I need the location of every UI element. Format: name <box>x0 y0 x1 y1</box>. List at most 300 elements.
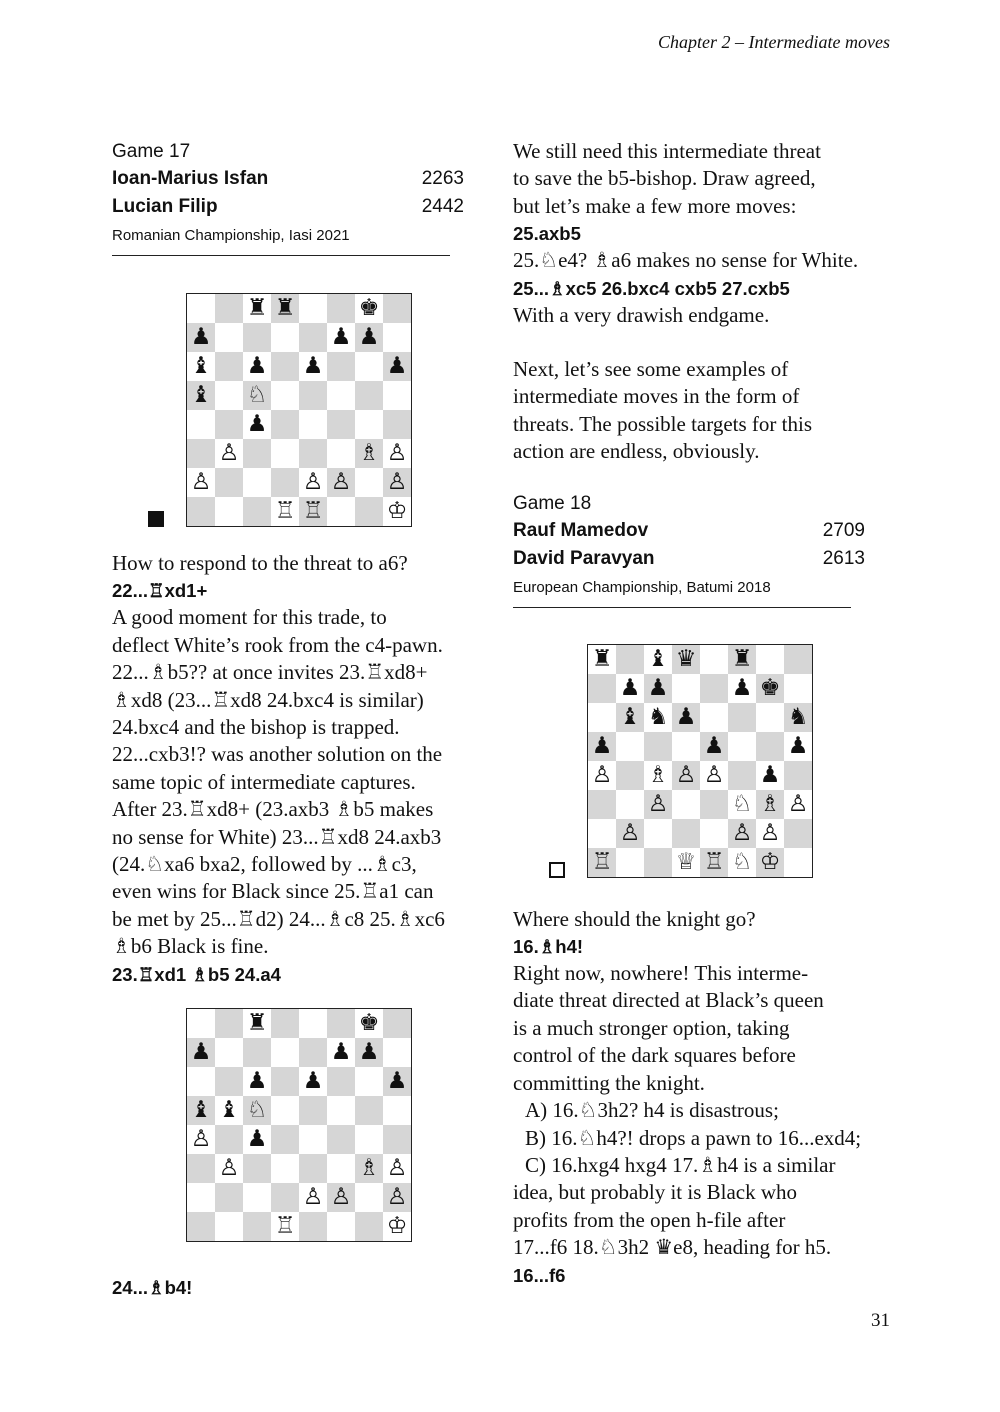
board-square <box>187 439 215 468</box>
board-square <box>327 439 355 468</box>
black-knight-icon: ♞ <box>787 703 809 730</box>
board-square <box>355 1212 383 1241</box>
left-column <box>112 138 490 1301</box>
black-pawn-icon: ♟ <box>190 1038 212 1065</box>
board-square <box>355 381 383 410</box>
black-pawn-icon: ♟ <box>246 1125 268 1152</box>
white-pawn-icon: ♙ <box>302 469 324 495</box>
board-square <box>383 294 411 323</box>
board-square <box>271 1096 299 1125</box>
move-line: 23.♖xd1 ♗b5 24.a4 <box>112 963 281 985</box>
board-square <box>728 645 756 674</box>
white-pawn-icon: ♙ <box>330 469 352 495</box>
text-line: deflect White’s rook from the c4-pawn. <box>112 632 443 657</box>
white-knight-icon: ♘ <box>246 382 268 408</box>
board-square <box>588 761 616 790</box>
board-square <box>355 1183 383 1212</box>
black-pawn-icon: ♟ <box>358 1038 380 1065</box>
board-square <box>700 819 728 848</box>
board-square <box>187 1154 215 1183</box>
board-square <box>756 703 784 732</box>
board-square <box>383 352 411 381</box>
board-square <box>784 645 812 674</box>
right-column <box>513 138 891 1289</box>
board-square <box>215 410 243 439</box>
text-line: 22...cxb3!? was another solution on the <box>112 742 443 767</box>
black-pawn-icon: ♟ <box>675 703 697 730</box>
board-square <box>215 497 243 526</box>
white-rook-icon: ♖ <box>274 498 296 524</box>
board-square <box>215 1038 243 1067</box>
board-square <box>327 1009 355 1038</box>
black-rook-icon: ♜ <box>731 645 753 672</box>
game-label: Game 17 <box>112 141 191 162</box>
text-line: A good moment for this trade, to <box>112 605 387 630</box>
board-square <box>728 761 756 790</box>
game-18-header <box>513 490 891 608</box>
board-square <box>327 352 355 381</box>
white-knight-icon: ♘ <box>731 848 753 875</box>
annotation-paragraph <box>513 356 891 466</box>
question: Where should the knight go? <box>513 906 756 931</box>
board-square <box>271 381 299 410</box>
white-pawn-icon: ♙ <box>675 761 697 788</box>
player-rating: 2709 <box>822 519 865 541</box>
board-square <box>327 1125 355 1154</box>
board-square <box>243 1154 271 1183</box>
board-square <box>728 819 756 848</box>
player-name: Lucian Filip <box>112 196 218 217</box>
white-knight-icon: ♘ <box>246 1096 268 1123</box>
board-square <box>243 497 271 526</box>
board-square <box>187 468 215 497</box>
board-square <box>187 410 215 439</box>
board-square <box>616 790 644 819</box>
board-square <box>672 645 700 674</box>
board-square <box>383 381 411 410</box>
black-pawn-icon: ♟ <box>703 732 725 759</box>
player-rating: 2442 <box>421 196 464 217</box>
white-to-move-indicator <box>549 862 565 878</box>
board-square <box>299 439 327 468</box>
black-pawn-icon: ♟ <box>619 674 641 701</box>
board-square <box>187 1125 215 1154</box>
board-square <box>215 352 243 381</box>
board-square <box>271 410 299 439</box>
white-pawn-icon: ♙ <box>218 1154 240 1181</box>
annotation-paragraph <box>513 138 891 220</box>
player-rating: 2263 <box>421 168 464 189</box>
board-square <box>299 410 327 439</box>
board-square <box>299 1096 327 1125</box>
board-square <box>644 848 672 877</box>
white-pawn-icon: ♙ <box>703 761 725 788</box>
annotation-paragraph <box>513 1179 891 1261</box>
board-square <box>728 848 756 877</box>
text-line: 17...f6 18.♘3h2 ♛e8, heading for h5. <box>513 1235 832 1260</box>
board-square <box>588 674 616 703</box>
move-line: 24...♗b4! <box>112 1276 193 1298</box>
board-square <box>327 1038 355 1067</box>
board-square <box>271 1125 299 1154</box>
board-square <box>215 439 243 468</box>
white-pawn-icon: ♙ <box>386 469 408 495</box>
board-square <box>299 323 327 352</box>
board-square <box>299 1183 327 1212</box>
white-pawn-icon: ♙ <box>731 819 753 846</box>
black-bishop-icon: ♝ <box>190 1096 212 1123</box>
board-square <box>383 1154 411 1183</box>
white-king-icon: ♔ <box>386 1212 408 1239</box>
board-square <box>271 468 299 497</box>
board-square <box>243 1096 271 1125</box>
board-square <box>187 1212 215 1241</box>
board-square <box>756 819 784 848</box>
black-pawn-icon: ♟ <box>302 353 324 379</box>
board-square <box>187 381 215 410</box>
black-pawn-icon: ♟ <box>731 674 753 701</box>
options-list <box>513 1097 891 1179</box>
text-line: threats. The possible targets for this <box>513 411 813 436</box>
black-pawn-icon: ♟ <box>386 1067 408 1094</box>
black-pawn-icon: ♟ <box>358 324 380 350</box>
text-line: A) 16.♘3h2? h4 is disastrous; <box>525 1098 779 1123</box>
board-square <box>616 674 644 703</box>
white-king-icon: ♔ <box>759 848 781 875</box>
white-pawn-icon: ♙ <box>759 819 781 846</box>
text-line: After 23.♖xd8+ (23.axb3 ♗b5 makes <box>112 797 434 822</box>
board-square <box>355 323 383 352</box>
player-name: Rauf Mamedov <box>513 519 649 541</box>
black-pawn-icon: ♟ <box>246 411 268 437</box>
black-king-icon: ♚ <box>358 1009 380 1036</box>
black-pawn-icon: ♟ <box>330 1038 352 1065</box>
board-square <box>299 1067 327 1096</box>
board-square <box>243 381 271 410</box>
annotation-line: With a very drawish endgame. <box>513 302 770 327</box>
board-square <box>243 1038 271 1067</box>
text-line: no sense for White) 23...♖xd8 24.axb3 <box>112 824 442 849</box>
text-line: Next, let’s see some examples of <box>513 357 789 382</box>
white-pawn-icon: ♙ <box>190 469 212 495</box>
white-pawn-icon: ♙ <box>619 819 641 846</box>
black-to-move-indicator <box>148 511 164 527</box>
text-line: (24.♘xa6 bxa2, followed by ...♗c3, <box>112 852 417 877</box>
board-square <box>383 1212 411 1241</box>
white-pawn-icon: ♙ <box>218 440 240 466</box>
text-line: We still need this intermediate threat <box>513 139 821 163</box>
board-square <box>215 1067 243 1096</box>
board-square <box>187 1038 215 1067</box>
board-square <box>271 439 299 468</box>
board-square <box>327 294 355 323</box>
board-square <box>355 468 383 497</box>
board-square <box>271 352 299 381</box>
board-square <box>327 1096 355 1125</box>
board-square <box>700 790 728 819</box>
board-square <box>756 761 784 790</box>
white-knight-icon: ♘ <box>731 790 753 817</box>
board-square <box>355 497 383 526</box>
board-square <box>355 1125 383 1154</box>
white-bishop-icon: ♗ <box>759 790 781 817</box>
board-square <box>644 674 672 703</box>
player-name: Ioan-Marius Isfan <box>112 168 269 189</box>
black-bishop-icon: ♝ <box>218 1096 240 1123</box>
board-square <box>243 410 271 439</box>
game-17-header <box>112 138 490 256</box>
board-square <box>243 294 271 323</box>
black-pawn-icon: ♟ <box>759 761 781 788</box>
board-square <box>756 732 784 761</box>
move-line: 16.♗h4! <box>513 936 584 958</box>
board-square <box>299 294 327 323</box>
text-line: ♗b6 Black is fine. <box>112 934 269 959</box>
board-square <box>243 323 271 352</box>
board-square <box>355 1009 383 1038</box>
board-square <box>355 1067 383 1096</box>
text-line: B) 16.♘h4?! drops a pawn to 16...exd4; <box>525 1125 862 1150</box>
text-line: 22...♗b5?? at once invites 23.♖xd8+ <box>112 660 428 685</box>
event-info: European Championship, Batumi 2018 <box>513 573 851 608</box>
white-player <box>513 517 865 545</box>
move-line: 25...♗xc5 26.bxc4 cxb5 27.cxb5 <box>513 277 790 299</box>
black-bishop-icon: ♝ <box>190 353 212 379</box>
black-pawn-icon: ♟ <box>330 324 352 350</box>
black-pawn-icon: ♟ <box>787 732 809 759</box>
board-square <box>728 674 756 703</box>
text-line: even wins for Black since 25.♖a1 can <box>112 879 434 904</box>
black-pawn-icon: ♟ <box>591 732 613 759</box>
chess-board <box>186 293 412 527</box>
board-square <box>299 1154 327 1183</box>
board-square <box>644 819 672 848</box>
board-square <box>383 468 411 497</box>
black-rook-icon: ♜ <box>274 295 296 321</box>
board-square <box>700 703 728 732</box>
board-square <box>588 703 616 732</box>
board-square <box>187 1183 215 1212</box>
white-pawn-icon: ♙ <box>647 790 669 817</box>
annotation-paragraph <box>513 960 891 1097</box>
white-rook-icon: ♖ <box>591 848 613 875</box>
board-square <box>355 439 383 468</box>
board-square <box>700 674 728 703</box>
chess-board <box>186 1008 412 1242</box>
game-label: Game 18 <box>513 492 592 514</box>
board-square <box>271 1009 299 1038</box>
board-square <box>588 645 616 674</box>
text-line: be met by 25...♖d2) 24...♗c8 25.♗xc6 <box>112 906 445 931</box>
black-pawn-icon: ♟ <box>246 1067 268 1094</box>
text-line: committing the knight. <box>513 1070 705 1095</box>
board-square <box>187 1096 215 1125</box>
page-number: 31 <box>871 1310 890 1331</box>
board-square <box>588 790 616 819</box>
board-square <box>784 761 812 790</box>
running-header: Chapter 2 – Intermediate moves <box>658 32 890 52</box>
board-square <box>784 674 812 703</box>
board-square <box>215 468 243 497</box>
white-pawn-icon: ♙ <box>190 1125 212 1152</box>
board-square <box>383 1183 411 1212</box>
board-square <box>383 1096 411 1125</box>
board-square <box>271 1038 299 1067</box>
board-square <box>243 1183 271 1212</box>
board-square <box>672 819 700 848</box>
board-square <box>299 1125 327 1154</box>
white-pawn-icon: ♙ <box>787 790 809 817</box>
black-pawn-icon: ♟ <box>190 324 212 350</box>
board-square <box>299 1212 327 1241</box>
board-square <box>672 674 700 703</box>
board-square <box>616 732 644 761</box>
text-line: 24.bxc4 and the bishop is trapped. <box>112 715 400 740</box>
board-square <box>616 848 644 877</box>
text-line: is a much stronger option, taking <box>513 1015 790 1040</box>
board-square <box>187 497 215 526</box>
board-square <box>784 732 812 761</box>
board-square <box>243 468 271 497</box>
board-square <box>243 1212 271 1241</box>
board-square <box>187 294 215 323</box>
board-square <box>187 352 215 381</box>
black-pawn-icon: ♟ <box>647 674 669 701</box>
black-rook-icon: ♜ <box>246 295 268 321</box>
board-square <box>756 790 784 819</box>
board-square <box>327 1212 355 1241</box>
text-line: C) 16.hxg4 hxg4 17.♗h4 is a similar <box>525 1152 836 1177</box>
board-square <box>700 645 728 674</box>
board-square <box>215 1154 243 1183</box>
board-square <box>299 352 327 381</box>
board-square <box>383 410 411 439</box>
text-line: Right now, nowhere! This interme- <box>513 961 809 986</box>
chess-board <box>587 644 813 878</box>
text-line: profits from the open h-file after <box>513 1207 786 1232</box>
white-pawn-icon: ♙ <box>386 440 408 466</box>
player-name: David Paravyan <box>513 547 655 569</box>
board-square <box>383 439 411 468</box>
black-king-icon: ♚ <box>759 674 781 701</box>
board-square <box>327 323 355 352</box>
text-line: action are endless, obviously. <box>513 439 760 464</box>
board-square <box>644 761 672 790</box>
black-bishop-icon: ♝ <box>619 703 641 730</box>
board-square <box>215 1009 243 1038</box>
board-square <box>355 1038 383 1067</box>
black-rook-icon: ♜ <box>246 1009 268 1036</box>
board-square <box>784 819 812 848</box>
white-pawn-icon: ♙ <box>330 1183 352 1210</box>
board-square <box>299 381 327 410</box>
board-square <box>243 352 271 381</box>
text-line: ♗xd8 (23...♖xd8 24.bxc4 is similar) <box>112 687 424 712</box>
board-square <box>355 352 383 381</box>
board-square <box>327 1183 355 1212</box>
board-square <box>700 761 728 790</box>
board-square <box>672 848 700 877</box>
move-line: 22...♖xd1+ <box>112 580 208 602</box>
board-square <box>271 294 299 323</box>
board-square <box>327 468 355 497</box>
board-square <box>271 1212 299 1241</box>
black-pawn-icon: ♟ <box>246 353 268 379</box>
board-square <box>299 1009 327 1038</box>
board-square <box>299 1038 327 1067</box>
white-pawn-icon: ♙ <box>386 1154 408 1181</box>
board-square <box>383 1038 411 1067</box>
white-king-icon: ♔ <box>386 498 408 524</box>
move-line: 16...f6 <box>513 1264 566 1286</box>
board-square <box>644 703 672 732</box>
board-square <box>784 848 812 877</box>
board-square <box>383 497 411 526</box>
board-square <box>383 1067 411 1096</box>
text-line: but let’s make a few more moves: <box>513 193 797 218</box>
board-square <box>383 1009 411 1038</box>
board-square <box>672 790 700 819</box>
board-square <box>756 645 784 674</box>
board-square <box>271 1183 299 1212</box>
chess-diagram-2 <box>186 1008 414 1244</box>
text-line: same topic of intermediate captures. <box>112 769 416 794</box>
board-square <box>383 1125 411 1154</box>
board-square <box>672 703 700 732</box>
question: How to respond to the threat to a6? <box>112 551 408 575</box>
text-line: idea, but probably it is Black who <box>513 1180 798 1205</box>
board-square <box>187 323 215 352</box>
board-square <box>187 1009 215 1038</box>
white-bishop-icon: ♗ <box>358 440 380 466</box>
black-pawn-icon: ♟ <box>302 1067 324 1094</box>
black-pawn-icon: ♟ <box>386 353 408 379</box>
event-info: Romanian Championship, Iasi 2021 <box>112 221 450 256</box>
white-queen-icon: ♕ <box>675 848 697 875</box>
board-square <box>243 1009 271 1038</box>
white-rook-icon: ♖ <box>302 498 324 524</box>
board-square <box>588 732 616 761</box>
white-bishop-icon: ♗ <box>358 1154 380 1181</box>
board-square <box>644 790 672 819</box>
board-square <box>784 790 812 819</box>
black-queen-icon: ♛ <box>675 645 697 672</box>
board-square <box>327 381 355 410</box>
black-king-icon: ♚ <box>358 295 380 321</box>
board-square <box>243 1067 271 1096</box>
board-square <box>644 732 672 761</box>
annotation-paragraph <box>112 604 490 960</box>
black-bishop-icon: ♝ <box>190 382 212 408</box>
board-square <box>616 645 644 674</box>
black-player <box>513 545 865 573</box>
board-square <box>271 1154 299 1183</box>
board-square <box>243 439 271 468</box>
board-square <box>271 323 299 352</box>
white-pawn-icon: ♙ <box>591 761 613 788</box>
black-knight-icon: ♞ <box>647 703 669 730</box>
annotation-line: 25.♘e4? ♗a6 makes no sense for White. <box>513 248 859 273</box>
black-bishop-icon: ♝ <box>647 645 669 672</box>
text-line: diate threat directed at Black’s queen <box>513 988 824 1013</box>
board-square <box>215 1183 243 1212</box>
board-square <box>728 732 756 761</box>
board-square <box>215 1212 243 1241</box>
board-square <box>355 410 383 439</box>
board-square <box>728 790 756 819</box>
board-square <box>327 1154 355 1183</box>
board-square <box>383 323 411 352</box>
